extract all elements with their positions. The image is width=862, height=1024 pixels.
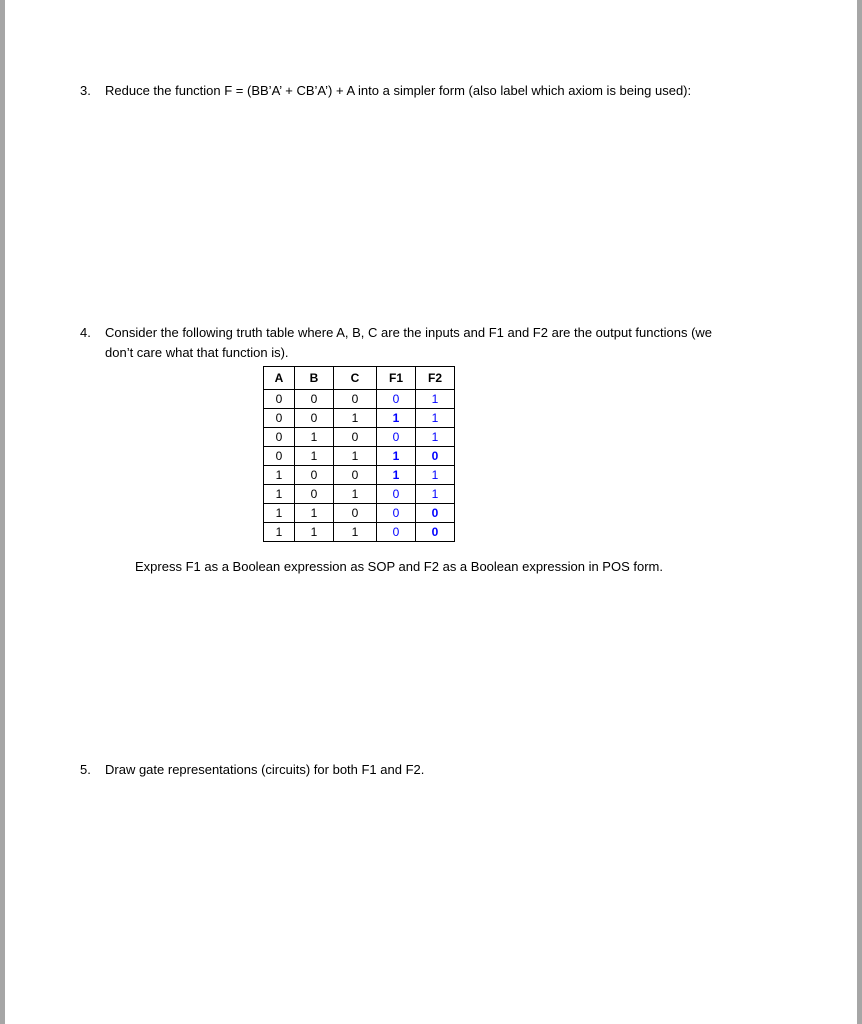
- right-border: [857, 0, 862, 1024]
- question-4-text-line2: don’t care what that function is).: [105, 345, 289, 360]
- question-3-text: Reduce the function F = (BB’A’ + CB’A’) + A into a simpler form (also label which axiom is being used):: [105, 83, 692, 98]
- cell-b: 0: [295, 409, 334, 428]
- cell-a: 0: [264, 409, 295, 428]
- table-row: [264, 390, 455, 409]
- cell-b: 1: [295, 428, 334, 447]
- header-f1: F1: [377, 367, 416, 390]
- cell-a: 1: [264, 466, 295, 485]
- cell-a: 1: [264, 485, 295, 504]
- table-row: [264, 428, 455, 447]
- table-row: [264, 504, 455, 523]
- question-4-number: 4.: [80, 325, 91, 340]
- cell-a: 1: [264, 504, 295, 523]
- cell-f2: 0: [416, 447, 455, 466]
- cell-c: 0: [334, 428, 377, 447]
- cell-f1: 0: [377, 428, 416, 447]
- cell-f1: 1: [377, 447, 416, 466]
- truth-table-body: [264, 390, 455, 542]
- cell-b: 1: [295, 447, 334, 466]
- cell-f1: 0: [377, 485, 416, 504]
- cell-a: 0: [264, 390, 295, 409]
- cell-c: 1: [334, 523, 377, 542]
- cell-f2: 1: [416, 409, 455, 428]
- cell-f1: 1: [377, 466, 416, 485]
- table-row: [264, 485, 455, 504]
- cell-f1: 1: [377, 409, 416, 428]
- cell-c: 0: [334, 504, 377, 523]
- cell-f2: 0: [416, 504, 455, 523]
- truth-table-header-row: [264, 367, 455, 390]
- cell-f1: 0: [377, 390, 416, 409]
- cell-a: 0: [264, 447, 295, 466]
- express-instruction: Express F1 as a Boolean expression as SOP and F2 as a Boolean expression in POS form.: [135, 559, 663, 574]
- question-5-number: 5.: [80, 762, 91, 777]
- table-row: [264, 523, 455, 542]
- truth-table: [263, 366, 455, 542]
- cell-c: 1: [334, 485, 377, 504]
- cell-b: 1: [295, 504, 334, 523]
- header-b: B: [295, 367, 334, 390]
- table-row: [264, 466, 455, 485]
- table-row: [264, 447, 455, 466]
- cell-f2: 1: [416, 485, 455, 504]
- cell-b: 0: [295, 466, 334, 485]
- cell-a: 0: [264, 428, 295, 447]
- cell-f2: 0: [416, 523, 455, 542]
- cell-c: 0: [334, 466, 377, 485]
- cell-f2: 1: [416, 428, 455, 447]
- cell-b: 1: [295, 523, 334, 542]
- cell-c: 1: [334, 409, 377, 428]
- cell-f1: 0: [377, 504, 416, 523]
- question-3-number: 3.: [80, 83, 91, 98]
- question-4-text-line1: Consider the following truth table where A, B, C are the inputs and F1 and F2 are the output functions (we: [105, 325, 713, 340]
- cell-f1: 0: [377, 523, 416, 542]
- cell-c: 1: [334, 447, 377, 466]
- header-f2: F2: [416, 367, 455, 390]
- header-c: C: [334, 367, 377, 390]
- cell-a: 1: [264, 523, 295, 542]
- cell-c: 0: [334, 390, 377, 409]
- question-5-text: Draw gate representations (circuits) for both F1 and F2.: [105, 762, 425, 777]
- cell-f2: 1: [416, 390, 455, 409]
- cell-f2: 1: [416, 466, 455, 485]
- header-a: A: [264, 367, 295, 390]
- cell-b: 0: [295, 485, 334, 504]
- table-row: [264, 409, 455, 428]
- cell-b: 0: [295, 390, 334, 409]
